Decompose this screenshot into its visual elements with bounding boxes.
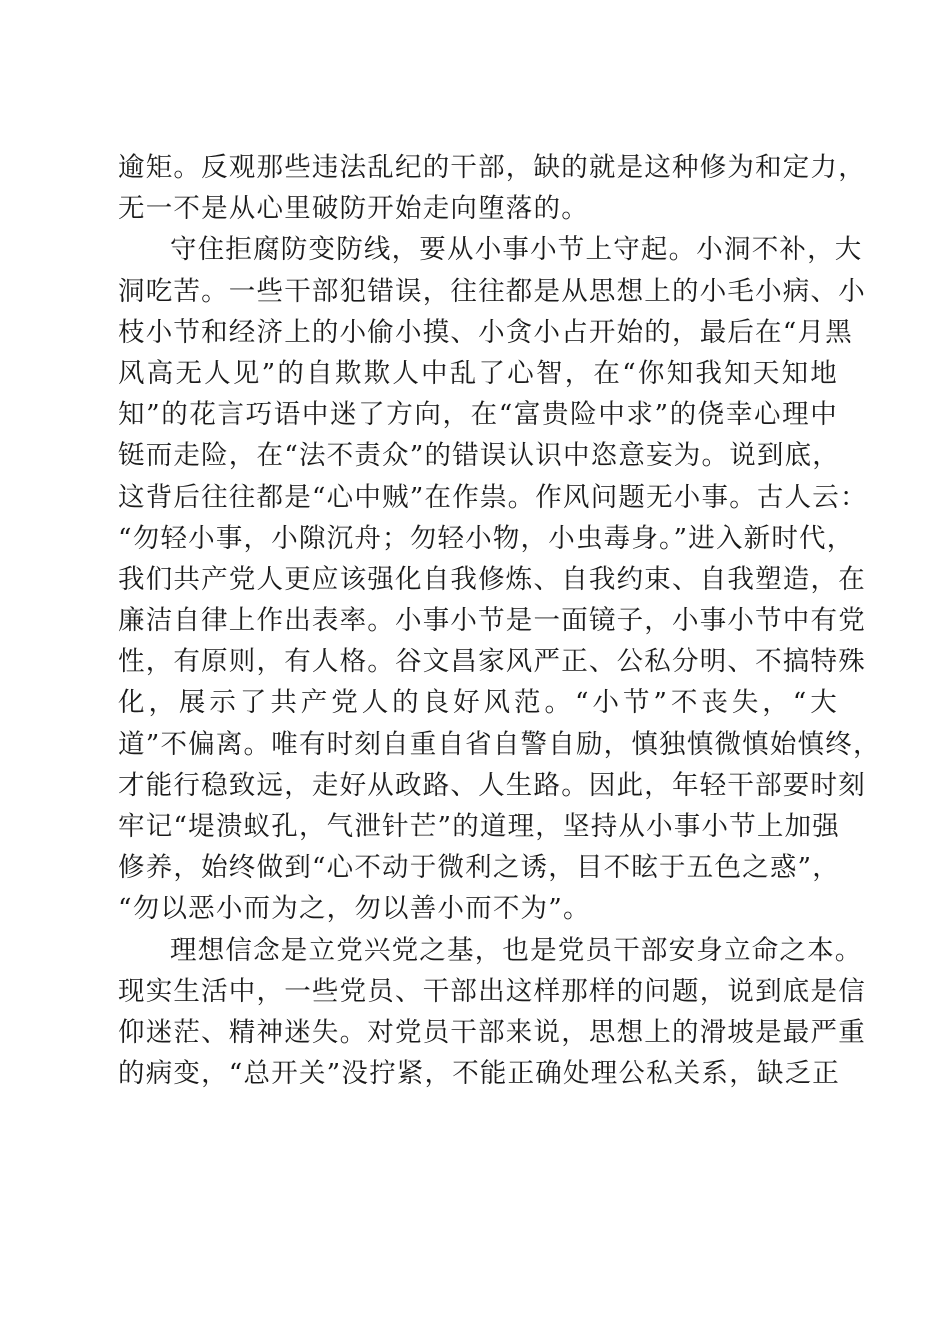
text-line: 我们共产党人更应该强化自我修炼、自我约束、自我塑造，在 (118, 563, 866, 595)
text-line: 廉洁自律上作出表率。小事小节是一面镜子，小事小节中有党 (118, 605, 866, 637)
text-line: 牢记“堤溃蚁孔，气泄针芒”的道理，坚持从小事小节上加强 (118, 811, 840, 842)
text-line: 铤而走险，在“法不责众”的错误认识中恣意妄为。说到底， (118, 440, 840, 472)
text-line: 理想信念是立党兴党之基，也是党员干部安身立命之本。 (170, 934, 863, 966)
text-line: 无一不是从心里破防开始走向堕落的。 (118, 193, 589, 225)
text-line: 仰迷茫、精神迷失。对党员干部来说，思想上的滑坡是最严重 (118, 1016, 866, 1048)
text-line: “勿轻小事，小隙沉舟；勿轻小物，小虫毒身。”进入新时代， (118, 522, 855, 554)
text-line: 知”的花言巧语中迷了方向，在“富贵险中求”的侥幸心理中 (118, 399, 838, 431)
text-line: 性，有原则，有人格。谷文昌家风严正、公私分明、不搞特殊 (118, 646, 866, 678)
text-line: 的病变，“总开关”没拧紧，不能正确处理公私关系，缺乏正 (118, 1058, 840, 1090)
text-line: 道”不偏离。唯有时刻自重自省自警自励，慎独慎微慎始慎终， (118, 728, 881, 760)
text-line: 枝小节和经济上的小偷小摸、小贪小占开始的，最后在“月黑 (118, 316, 853, 348)
text-line: “勿以恶小而为之，勿以善小而不为”。 (118, 893, 591, 925)
text-line: 修养，始终做到“心不动于微利之诱，目不眩于五色之惑”， (118, 852, 840, 884)
text-line: 洞吃苦。一些干部犯错误，往往都是从思想上的小毛小病、小 (118, 275, 866, 307)
text-line: 才能行稳致远，走好从政路、人生路。因此，年轻干部要时刻 (118, 769, 866, 801)
text-line: 化，展示了共产党人的良好风范。“小节”不丧失，“大 (118, 687, 838, 719)
body-text (118, 147, 881, 1094)
text-line: 这背后往往都是“心中贼”在作祟。作风问题无小事。古人云： (118, 481, 868, 513)
text-line: 风高无人见”的自欺欺人中乱了心智，在“你知我知天知地 (118, 357, 838, 389)
text-line: 现实生活中，一些党员、干部出这样那样的问题，说到底是信 (118, 975, 866, 1007)
text-line: 守住拒腐防变防线，要从小事小节上守起。小洞不补，大 (170, 234, 863, 266)
text-line: 逾矩。反观那些违法乱纪的干部，缺的就是这种修为和定力， (118, 152, 866, 183)
